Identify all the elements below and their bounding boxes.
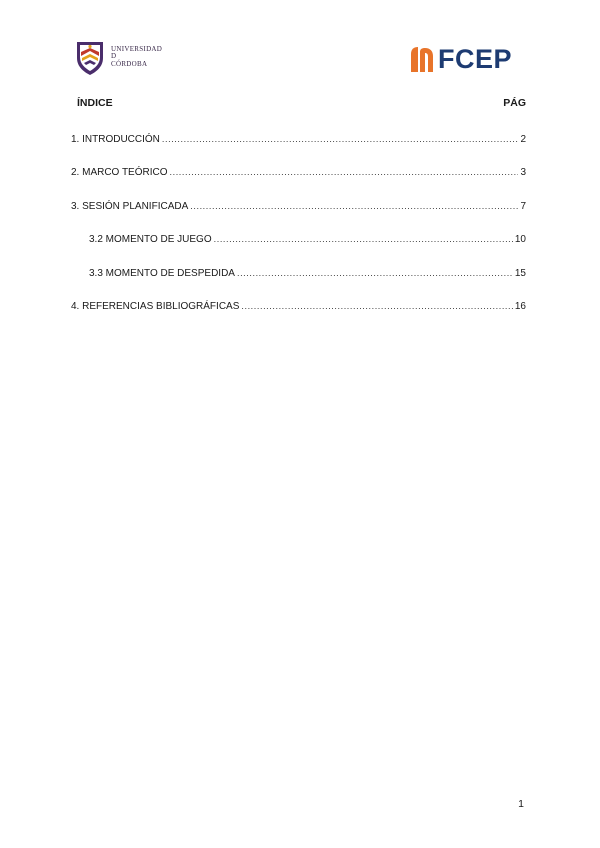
faculty-logo-text: FCEP [438, 44, 513, 74]
toc-entry-page: 16 [514, 300, 526, 312]
toc-entry-page: 15 [514, 267, 526, 279]
faculty-arch-icon [410, 46, 434, 72]
toc-dot-leader [162, 134, 519, 144]
university-name-line-3: CÓRDOBA [111, 59, 148, 68]
toc-entry-label: 3. SESIÓN PLANIFICADA [71, 200, 189, 212]
toc-dot-leader [170, 167, 519, 177]
toc-dot-leader [214, 234, 513, 244]
toc-entry-label: 1. INTRODUCCIÓN [71, 134, 160, 145]
toc-entry-page: 10 [514, 234, 526, 246]
toc-entry-momento-de-juego[interactable] [71, 234, 526, 267]
toc-entry-referencias[interactable] [71, 301, 526, 334]
toc-entry-label: 4. REFERENCIAS BIBLIOGRÁFICAS [71, 300, 240, 312]
table-of-contents [71, 134, 526, 334]
toc-entry-page: 2 [520, 134, 526, 145]
toc-dot-leader [190, 201, 518, 211]
toc-entry-sesion-planificada[interactable] [71, 201, 526, 234]
toc-entry-page: 3 [520, 167, 526, 179]
page-number: 1 [518, 798, 524, 810]
toc-dot-leader [237, 268, 513, 278]
university-name-line-2: D [111, 52, 117, 61]
university-name-line-1: UNIVERSIDAD [111, 44, 163, 53]
toc-header [77, 97, 526, 109]
toc-page-column-label: PÁG [503, 97, 526, 109]
toc-entry-label: 2. MARCO TEÓRICO [71, 167, 168, 179]
university-logo [75, 38, 162, 76]
toc-entry-marco-teorico[interactable] [71, 167, 526, 200]
toc-entry-page: 7 [520, 200, 526, 212]
toc-entry-momento-de-despedida[interactable] [71, 268, 526, 301]
faculty-logo [410, 46, 512, 72]
toc-dot-leader [241, 301, 513, 311]
toc-title: ÍNDICE [77, 97, 113, 109]
toc-entry-label: 3.3 MOMENTO DE DESPEDIDA [89, 267, 235, 279]
university-seal-icon [75, 38, 105, 76]
toc-entry-introduccion[interactable] [71, 134, 526, 167]
toc-entry-label: 3.2 MOMENTO DE JUEGO [89, 234, 212, 246]
